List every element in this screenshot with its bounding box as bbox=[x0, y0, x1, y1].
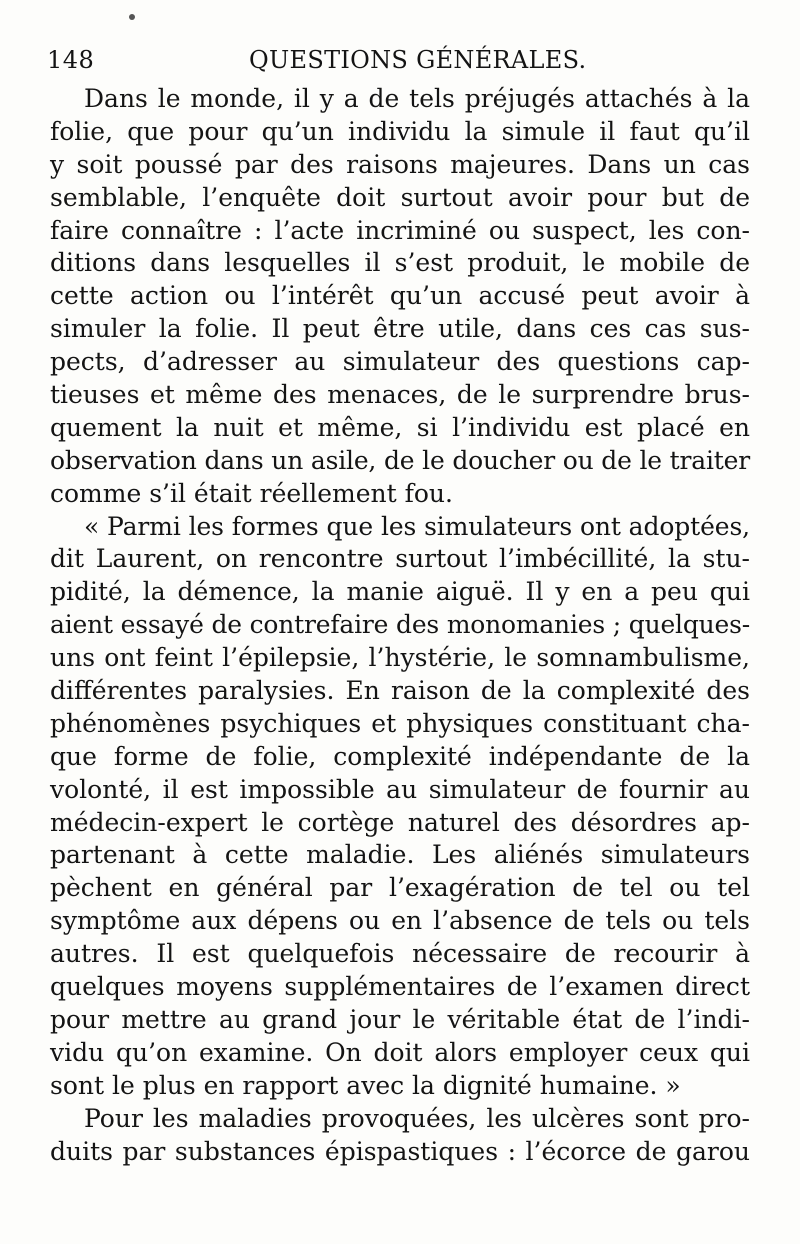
text-line: observation dans un asile, de le doucher ou de le traiter bbox=[50, 445, 750, 475]
text-line: pidité, la démence, la manie aiguë. Il y en a peu qui bbox=[50, 577, 750, 607]
running-title: QUESTIONS GÉNÉRALES. bbox=[249, 46, 587, 74]
text-line: semblable, l’enquête doit surtout avoir pour but de bbox=[50, 182, 750, 212]
text-line: pèchent en général par l’exagération de tel ou tel bbox=[50, 873, 750, 903]
text-line: duits par substances épispastiques : l’écorce de garou bbox=[50, 1136, 750, 1166]
text-line: tieuses et même des menaces, de le surprendre brus- bbox=[50, 380, 750, 410]
text-line: quelques moyens supplémentaires de l’examen direct bbox=[50, 972, 750, 1002]
text-line: comme s’il était réellement fou. bbox=[50, 478, 453, 508]
paragraph-1 bbox=[50, 83, 750, 511]
text-line: folie, que pour qu’un individu la simule il faut qu’il bbox=[50, 116, 750, 146]
text-line: Dans le monde, il y a de tels préjugés attachés à la bbox=[84, 84, 750, 113]
text-line: partenant à cette maladie. Les aliénés simulateurs bbox=[50, 840, 750, 870]
text-line: simuler la folie. Il peut être utile, dans ces cas sus- bbox=[50, 314, 750, 344]
page-header bbox=[47, 44, 747, 76]
text-line: y soit poussé par des raisons majeures. Dans un cas bbox=[50, 149, 750, 179]
page-number: 148 bbox=[47, 46, 95, 74]
text-line: volonté, il est impossible au simulateur de fournir au bbox=[50, 774, 750, 804]
text-line: « Parmi les formes que les simulateurs ont adoptées, bbox=[84, 511, 750, 541]
text-line: autres. Il est quelquefois nécessaire de recourir à bbox=[50, 939, 750, 969]
text-line: faire connaître : l’acte incriminé ou suspect, les con- bbox=[50, 215, 750, 245]
paragraph-2 bbox=[50, 511, 750, 1103]
text-line: dit Laurent, on rencontre surtout l’imbécillité, la stu- bbox=[50, 544, 750, 574]
text-line: cette action ou l’intérêt qu’un accusé peut avoir à bbox=[50, 281, 750, 311]
text-line: vidu qu’on examine. On doit alors employer ceux qui bbox=[50, 1037, 750, 1067]
text-line: pects, d’adresser au simulateur des questions cap- bbox=[50, 347, 750, 377]
ink-speck bbox=[129, 14, 135, 20]
body-text bbox=[50, 83, 750, 1168]
text-line: aient essayé de contrefaire des monomanies ; quelques- bbox=[50, 610, 750, 640]
text-line: médecin-expert le cortège naturel des désordres ap- bbox=[50, 807, 750, 837]
text-line: symptôme aux dépens ou en l’absence de tels ou tels bbox=[50, 906, 750, 936]
text-line: que forme de folie, complexité indépendante de la bbox=[50, 741, 750, 771]
text-line: sont le plus en rapport avec la dignité humaine. » bbox=[50, 1070, 681, 1100]
paragraph-3 bbox=[50, 1103, 750, 1169]
text-line: ditions dans lesquelles il s’est produit, le mobile de bbox=[50, 248, 750, 278]
text-line: phénomènes psychiques et physiques constituant cha- bbox=[50, 708, 750, 738]
text-line: Pour les maladies provoquées, les ulcères sont pro- bbox=[84, 1103, 750, 1133]
text-line: uns ont feint l’épilepsie, l’hystérie, le somnambulisme, bbox=[50, 643, 750, 673]
text-line: quement la nuit et même, si l’individu est placé en bbox=[50, 412, 750, 442]
text-line: différentes paralysies. En raison de la complexité des bbox=[50, 676, 750, 706]
text-line: pour mettre au grand jour le véritable état de l’indi- bbox=[50, 1004, 750, 1034]
